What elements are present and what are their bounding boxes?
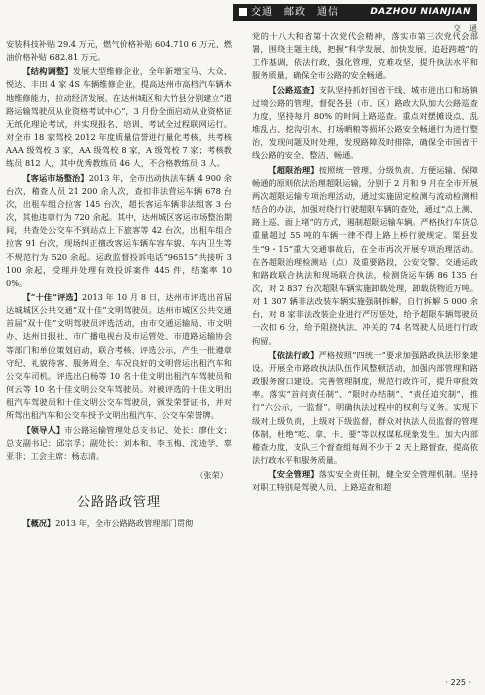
section-tag: 【超限治理】 <box>268 164 319 175</box>
paragraph-passenger-market <box>6 172 232 290</box>
paragraph-text: 落实安全责任制，健全安全管理机制。坚持对职工特别是驾驶人员、上路巡查和超 <box>252 469 478 493</box>
header-section-label: 交 通 <box>453 24 477 33</box>
page-number: · 225 · <box>445 678 471 687</box>
paragraph-structure-adjustment <box>6 65 232 170</box>
section-heading: 公路路政管理 <box>76 495 161 511</box>
running-header <box>233 4 477 21</box>
paragraph-text: 发展大型维修企业，全年新增宝马、大众、悦达、丰田 4 家 4S 车辆维修企业，提高达州市高档汽车辆本地维修能力，拉动经济发展。在达州城区和大竹县分别建立“道路运输驾驶员从业资格考试中心”，3 月份全面启动从业资格证无纸化理论考试，并实现报名、培训、考试全过程联网运行。对全市 18 家驾校 2012 年度质量信誉进行量化考核，共考核 AAA 级驾校 3 家，AA 级驾校 8 家，A 级驾校 7 家；考核教练员 812 人，其中优秀教练员 46 人，不合格教练员 3 人。 <box>6 66 232 169</box>
paragraph-text: 严格按照“四统一”要求加强路政执法形象建设。开展全市路政执法队伍作风整顿活动，加强内部管理和路政服务窗口建设。完善管理制度，规范行政许可，提升审批效率。落实“首问责任制”、“限时办结制”、“责任追究制”，推行“六公示，一监督”。明确执法过程中的权利与义务。实现下级对上级负责，上级对下级监督，群众对执法人员监督的管理体制，杜绝“吃、拿、卡、要”等以权谋私现象发生。加大内部稽查力度，支队三个督查组每周不少于 2 天上路督查，提高依法行政水平和服务质量。 <box>252 349 478 465</box>
header-square-icon <box>239 8 247 16</box>
paragraph-text: 2013 年 10 月 8 日，达州市评选出首届达城城区公共交通“双十佳”文明驾驶员。达州市城区公共交通首届“双十佳”文明驾驶员评选活动，由市交通运输局、市文明办、达州日报社、市广播电视台及市运管处、市道路运输协会等部门和单位策划启动，联合考核、评选公示，产生一批遵章守纪、礼貌待客、服务周全、车况良好的文明营运出租汽车和公交车司机。评选出白杨等 10 名十佳文明出租汽车驾驶员和何云等 10 名十佳文明公交车驾驶员。对被评选的十佳文明出租汽车驾驶员和十佳文明公交车驾驶员，颁发荣誉证书，并对所驾出租汽车和公交车授予文明出租汽车、公交车荣誉牌。 <box>6 291 232 421</box>
author-signature: （张荣） <box>195 470 228 480</box>
paragraph-overload-control <box>252 164 478 348</box>
section-tag: 【结构调整】 <box>22 66 73 77</box>
section-tag: 【公路巡查】 <box>268 84 319 95</box>
paragraph-overview <box>6 517 232 530</box>
paragraph-text: 支队坚持抓好国省干线、城市进出口和场镇过境公路的管理，督促各县（市、区）路政大队加大公路巡查力度，坚持每月 80% 的时间上路巡查。重点对摆摊设点、乱堆乱占、挖沟引水、打场晒粮等损坏公路安全畅通行为进行整治，发现问题及时处理，发现路障及时排除，确保全市国省干线公路的安全、整洁、畅通。 <box>252 84 478 161</box>
section-tag: 【“十佳”评选】 <box>22 291 83 302</box>
header-chinese-title <box>239 4 339 21</box>
section-tag: 【依法行政】 <box>268 349 319 360</box>
section-tag: 【概况】 <box>22 518 56 529</box>
paragraph-leaders <box>6 424 232 463</box>
paragraph-text: 市公路运输管理处总支书记、处长：廖仕文；总支副书记：邱宗孚；副处长：刘本和、李玉梅、沈逵学、辜亚非；工会主席：杨志清。 <box>6 424 232 461</box>
paragraph-top-ten <box>6 291 232 423</box>
right-column <box>252 30 478 495</box>
header-chinese-title-text: 交通 邮政 通信 <box>251 7 339 18</box>
section-tag: 【客运市场整治】 <box>22 172 89 183</box>
paragraph-road-patrol <box>252 84 478 163</box>
paragraph-lawful-administration <box>252 349 478 467</box>
header-english-title: DAZHOU NIANJIAN <box>370 7 471 17</box>
paragraph-continued: 安装科技补贴 29.4 万元，燃气价格补贴 604.710 6 万元、燃油价格补贴 682.81 万元。 <box>6 39 232 63</box>
paragraph-continued: 党的十八大和省第十次党代会精神，落实市第三次党代会部署，围绕主题主线，把握“科学发展、加快发展、追赶跨越”的工作基调，依法行政，强化管理，克难攻坚，提升执法水平和服务质量，确保全市公路的安全畅通。 <box>252 31 478 81</box>
paragraph-text: 2013 年，全市公路路政管理部门贯彻 <box>55 518 194 529</box>
section-tag: 【安全管理】 <box>268 469 319 480</box>
paragraph-safety-management <box>252 468 478 494</box>
left-column <box>6 38 232 531</box>
paragraph-text: 按照统一管理、分级负责、方便运输、保障畅通的原则依法治理超限运输，分别于 2 月和 9 月在全市开展两次超限运输专项治理活动，通过实施固定检测与流动检测相结合的办法，加强对绕行行驶超限车辆的查处，通过“点上测、路上巡、面上堵”的方式，遏制超限运输车辆。严格执行车货总重量超过 55 吨的车辆一律不得上路上桥行驶规定。渠县发生“9・15”重大交通事故后，在全市再次开展专项治理活动。在各超限治理检测站（点）及重要路段，公安交警、交通运政和路政联合执法和现场联合执法，检测货运车辆 86 135 台次，对 2 837 台次超限车辆实施卸载处理，卸载货物近万吨。对 1 307 辆非法改装车辆实施强制拆解，自行拆解 5 000 余台，对 8 家非法改装企业进行严厉惩处，给予超限车辆驾驶员一次扣 6 分，给予阻挠执法、冲关的 74 名驾驶人员进行行政拘留。 <box>252 164 478 346</box>
section-tag: 【领导人】 <box>22 424 65 435</box>
paragraph-text: 2013 年，全市出动执法车辆 4 900 余台次，稽查人员 21 200 余人次，查扣非法营运车辆 678 台次，出租车组合拉客 145 台次，超长客运车辆非法组客 3 台次，其他违章行为 720 余起。其中，达州城区客运市场整治期间，共查处公交车不到站点上下旅客等 42 台次，出租车组合拉客 91 台次，现场纠正擅改客运车辆车容车貌、车内卫生等不规范行为 520 余起。运政监督投诉电话“96515”共接听 3 100 余起，受理并处理有效投诉案件 445 件，结案率 100%。 <box>6 172 232 288</box>
